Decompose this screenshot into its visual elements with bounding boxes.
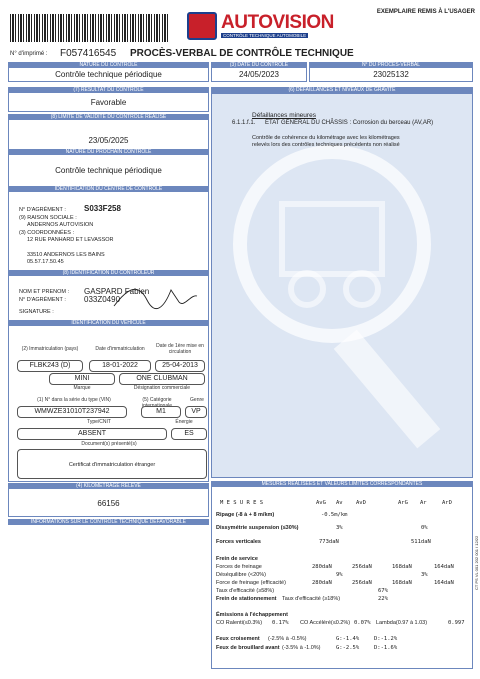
make-value: MINI — [49, 373, 115, 385]
dissym-label: Dissymétrie suspension (≤30%) — [216, 525, 299, 531]
measures-header: MESURES RÉALISÉES ET VALEURS LIMITES CORRESPONDANTES — [211, 481, 473, 487]
date-header: (3) DATE DU CONTRÔLE — [211, 62, 307, 68]
brake-force-avd: 256daN — [352, 564, 372, 570]
taux-value: 67% — [378, 588, 388, 594]
brake-eff-arg: 168daN — [392, 580, 412, 586]
vehicle-header: IDENTIFICATION DU VÉHICULE — [8, 320, 209, 326]
forces-ar: 511daN — [411, 539, 431, 545]
date-value: 24/05/2023 — [211, 68, 307, 82]
signature — [109, 282, 199, 312]
desequ-label: Déséquilibre (<20%) — [216, 572, 266, 578]
brouil-g: G:-2.5% — [336, 645, 360, 651]
validity-header: (8) LIMITE DE VALIDITÉ DU CONTRÔLE RÉALISÉ — [8, 114, 209, 120]
first-use-label: Date de 1ère mise en circulation — [156, 343, 204, 355]
feux-label: Feux croisement — [216, 636, 260, 642]
controller-name-label: NOM ET PRENOM : — [19, 289, 70, 295]
defects-title: ÉTAT GÉNÉRAL DU CHÂSSIS : Corrosion du berceau (AV,AR) — [265, 120, 434, 126]
co-acc-value: 0.07% — [354, 620, 371, 626]
brake-force-label: Forces de freinage — [216, 564, 262, 570]
centre-address: 12 RUE PANHARD ET LEVASSOR — [27, 237, 114, 243]
brouil-d: D:-1.6% — [374, 645, 398, 651]
centre-block — [8, 186, 209, 274]
ripage-label: Ripage (-8 à + 8 m/km) — [216, 512, 275, 518]
centre-agreement: S033F258 — [84, 204, 121, 213]
co-acc-label: CO Accéléré(≤0.2%) — [300, 620, 351, 626]
reg-value: FLBK243 (D) — [17, 360, 83, 372]
measures-block — [211, 481, 473, 669]
centre-coord-label: (3) COORDONNÉES : — [19, 230, 75, 236]
co-label: CO Ralenti(≤0.3%) — [216, 620, 263, 626]
vehicle-block — [8, 320, 209, 482]
docs-value: Certificat d'immatriculation étranger — [17, 449, 207, 479]
col-avd: AvD — [356, 500, 366, 506]
next-header: NATURE DU PROCHAIN CONTRÔLE — [8, 149, 209, 155]
result-block — [8, 87, 209, 112]
result-value: Favorable — [8, 93, 209, 112]
energy-label: Énergie — [175, 419, 193, 425]
defects-code: 6.1.1.f.1. — [232, 120, 256, 126]
info-header: INFORMATIONS SUR LE CONTRÔLE TECHNIQUE DÉFAVORABLE — [8, 519, 209, 525]
nature-value: Contrôle technique périodique — [8, 68, 209, 82]
model-label: Désignation commerciale — [133, 385, 191, 391]
genre-label: Genre — [190, 397, 204, 403]
forces-label: Forces verticales — [216, 539, 261, 545]
controller-agreement: 033Z0490 — [84, 295, 121, 304]
lambda-label: Lambda(0.97 à 1.03) — [376, 620, 428, 626]
forces-av: 773daN — [319, 539, 339, 545]
col-ar: Ar — [420, 500, 427, 506]
docs-label: Document(s) présenté(s) — [81, 441, 137, 447]
type-value: ABSENT — [17, 428, 167, 440]
col-avg: AvG — [316, 500, 326, 506]
brake-eff-label: Force de freinage (efficacité) — [216, 580, 286, 586]
lambda-value: 0.997 — [448, 620, 465, 626]
centre-name: ANDERNOS AUTOVISION — [27, 222, 94, 228]
defects-header: (6) DÉFAILLANCES ET NIVEAUX DE GRAVITÉ — [211, 87, 473, 93]
vin-label: (1) N° dans la série du type (VIN) — [37, 397, 111, 403]
ripage-value: -0.5m/km — [321, 512, 348, 518]
info-block — [8, 519, 209, 525]
category-label: (5) Catégorie internationale — [141, 397, 173, 409]
controller-block — [8, 270, 209, 323]
nature-header: NATURE DU CONTRÔLE — [8, 62, 209, 68]
first-use-value: 25-04-2013 — [155, 360, 205, 372]
measures-title: M E S U R E S — [220, 500, 264, 506]
brake-title: Frein de service — [216, 556, 258, 562]
desequ-av: 9% — [336, 572, 343, 578]
centre-header: IDENTIFICATION DU CENTRE DE CONTRÔLE — [8, 186, 209, 192]
feux-d: D:-1.2% — [374, 636, 398, 642]
brouil-range: (-3.5% à -1.0%) — [282, 645, 321, 651]
brand-name: AUTOVISION — [221, 12, 334, 33]
date-block — [211, 62, 307, 82]
brake-eff-ard: 164daN — [434, 580, 454, 586]
centre-phone: 05.57.17.50.45 — [27, 259, 64, 265]
centre-name-label: (9) RAISON SOCIALE : — [19, 215, 77, 221]
col-av: Av — [336, 500, 343, 506]
feux-g: G:-1.4% — [336, 636, 360, 642]
desequ-ar: 3% — [421, 572, 428, 578]
category-value: M1 — [141, 406, 181, 418]
pv-header: N° DU PROCÈS-VERBAL — [309, 62, 473, 68]
defects-category: Défaillances mineures — [252, 112, 316, 119]
next-block — [8, 149, 209, 187]
side-code: CT PS VL 001 202 001 / 12/22 — [474, 535, 479, 590]
dissym-ar: 0% — [421, 525, 428, 531]
validity-block — [8, 114, 209, 152]
brake-force-avg: 280daN — [312, 564, 332, 570]
taux-label: Taux d'efficacité (≥58%) — [216, 588, 275, 594]
controller-header: (8) IDENTIFICATION DU CONTRÔLEUR — [8, 270, 209, 276]
make-label: Marque — [73, 385, 91, 391]
centre-city: 33510 ANDERNOS LES BAINS — [27, 252, 105, 258]
doc-title: PROCÈS-VERBAL DE CONTRÔLE TECHNIQUE — [130, 48, 354, 59]
watermark-magnifier — [212, 94, 474, 479]
defects-note-2: relevés lors des contrôles techniques précédents non réalisé — [252, 142, 400, 148]
centre-agreement-label: N° D'AGRÉMENT : — [19, 207, 66, 213]
feux-range: (-2.5% à -0.5%) — [268, 636, 307, 642]
type-label: Type/CNIT — [87, 419, 111, 425]
park-taux-label: Taux d'efficacité (≥18%) — [282, 596, 341, 602]
brake-eff-avd: 256daN — [352, 580, 372, 586]
emis-title: Émissions à l'échappement — [216, 612, 288, 618]
brand-logo — [187, 12, 334, 42]
doc-number-label: N° d'imprimé : — [10, 51, 48, 57]
brouil-label: Feux de brouillard avant — [216, 645, 280, 651]
dissym-av: 3% — [336, 525, 343, 531]
controller-agreement-label: N° D'AGRÉMENT : — [19, 297, 66, 303]
signature-label: SIGNATURE : — [19, 309, 54, 315]
next-value: Contrôle technique périodique — [8, 155, 209, 187]
doc-number: F057416545 — [60, 48, 117, 59]
reg-date-label: Date d'immatriculation — [95, 346, 145, 352]
nature-block — [8, 62, 209, 82]
defects-panel — [211, 87, 473, 478]
reg-date-value: 18-01-2022 — [89, 360, 151, 372]
col-arg: ArG — [398, 500, 408, 506]
reg-label: (2) Immatriculation (pays) — [21, 346, 79, 352]
genre-value: VP — [185, 406, 207, 418]
col-ard: ArD — [442, 500, 452, 506]
pv-value: 23025132 — [309, 68, 473, 82]
result-header: (7) RÉSULTAT DU CONTRÔLE — [8, 87, 209, 93]
defects-note-1: Contrôle de cohérence du kilométrage avec les kilométrages — [252, 135, 400, 141]
km-header: (4) KILOMÉTRAGE RELEVÉ — [8, 483, 209, 489]
pv-block — [309, 62, 473, 82]
controller-name: GASPARD Fabien — [84, 287, 150, 296]
brand-tagline: CONTRÔLE TECHNIQUE AUTOMOBILE — [223, 33, 307, 38]
model-value: ONE CLUBMAN — [119, 373, 205, 385]
brake-force-arg: 168daN — [392, 564, 412, 570]
brake-force-ard: 164daN — [434, 564, 454, 570]
km-value: 66156 — [8, 489, 209, 517]
validity-value: 23/05/2025 — [8, 120, 209, 152]
co-value: 0.17% — [272, 620, 289, 626]
copy-label: EXEMPLAIRE REMIS À L'USAGER — [376, 9, 475, 15]
park-label: Frein de stationnement — [216, 596, 277, 602]
km-block — [8, 483, 209, 517]
brake-eff-avg: 280daN — [312, 580, 332, 586]
park-taux-value: 22% — [378, 596, 388, 602]
energy-value: ES — [171, 428, 207, 440]
barcode — [10, 14, 170, 42]
vin-value: WMWZE31010T237942 — [17, 406, 127, 418]
